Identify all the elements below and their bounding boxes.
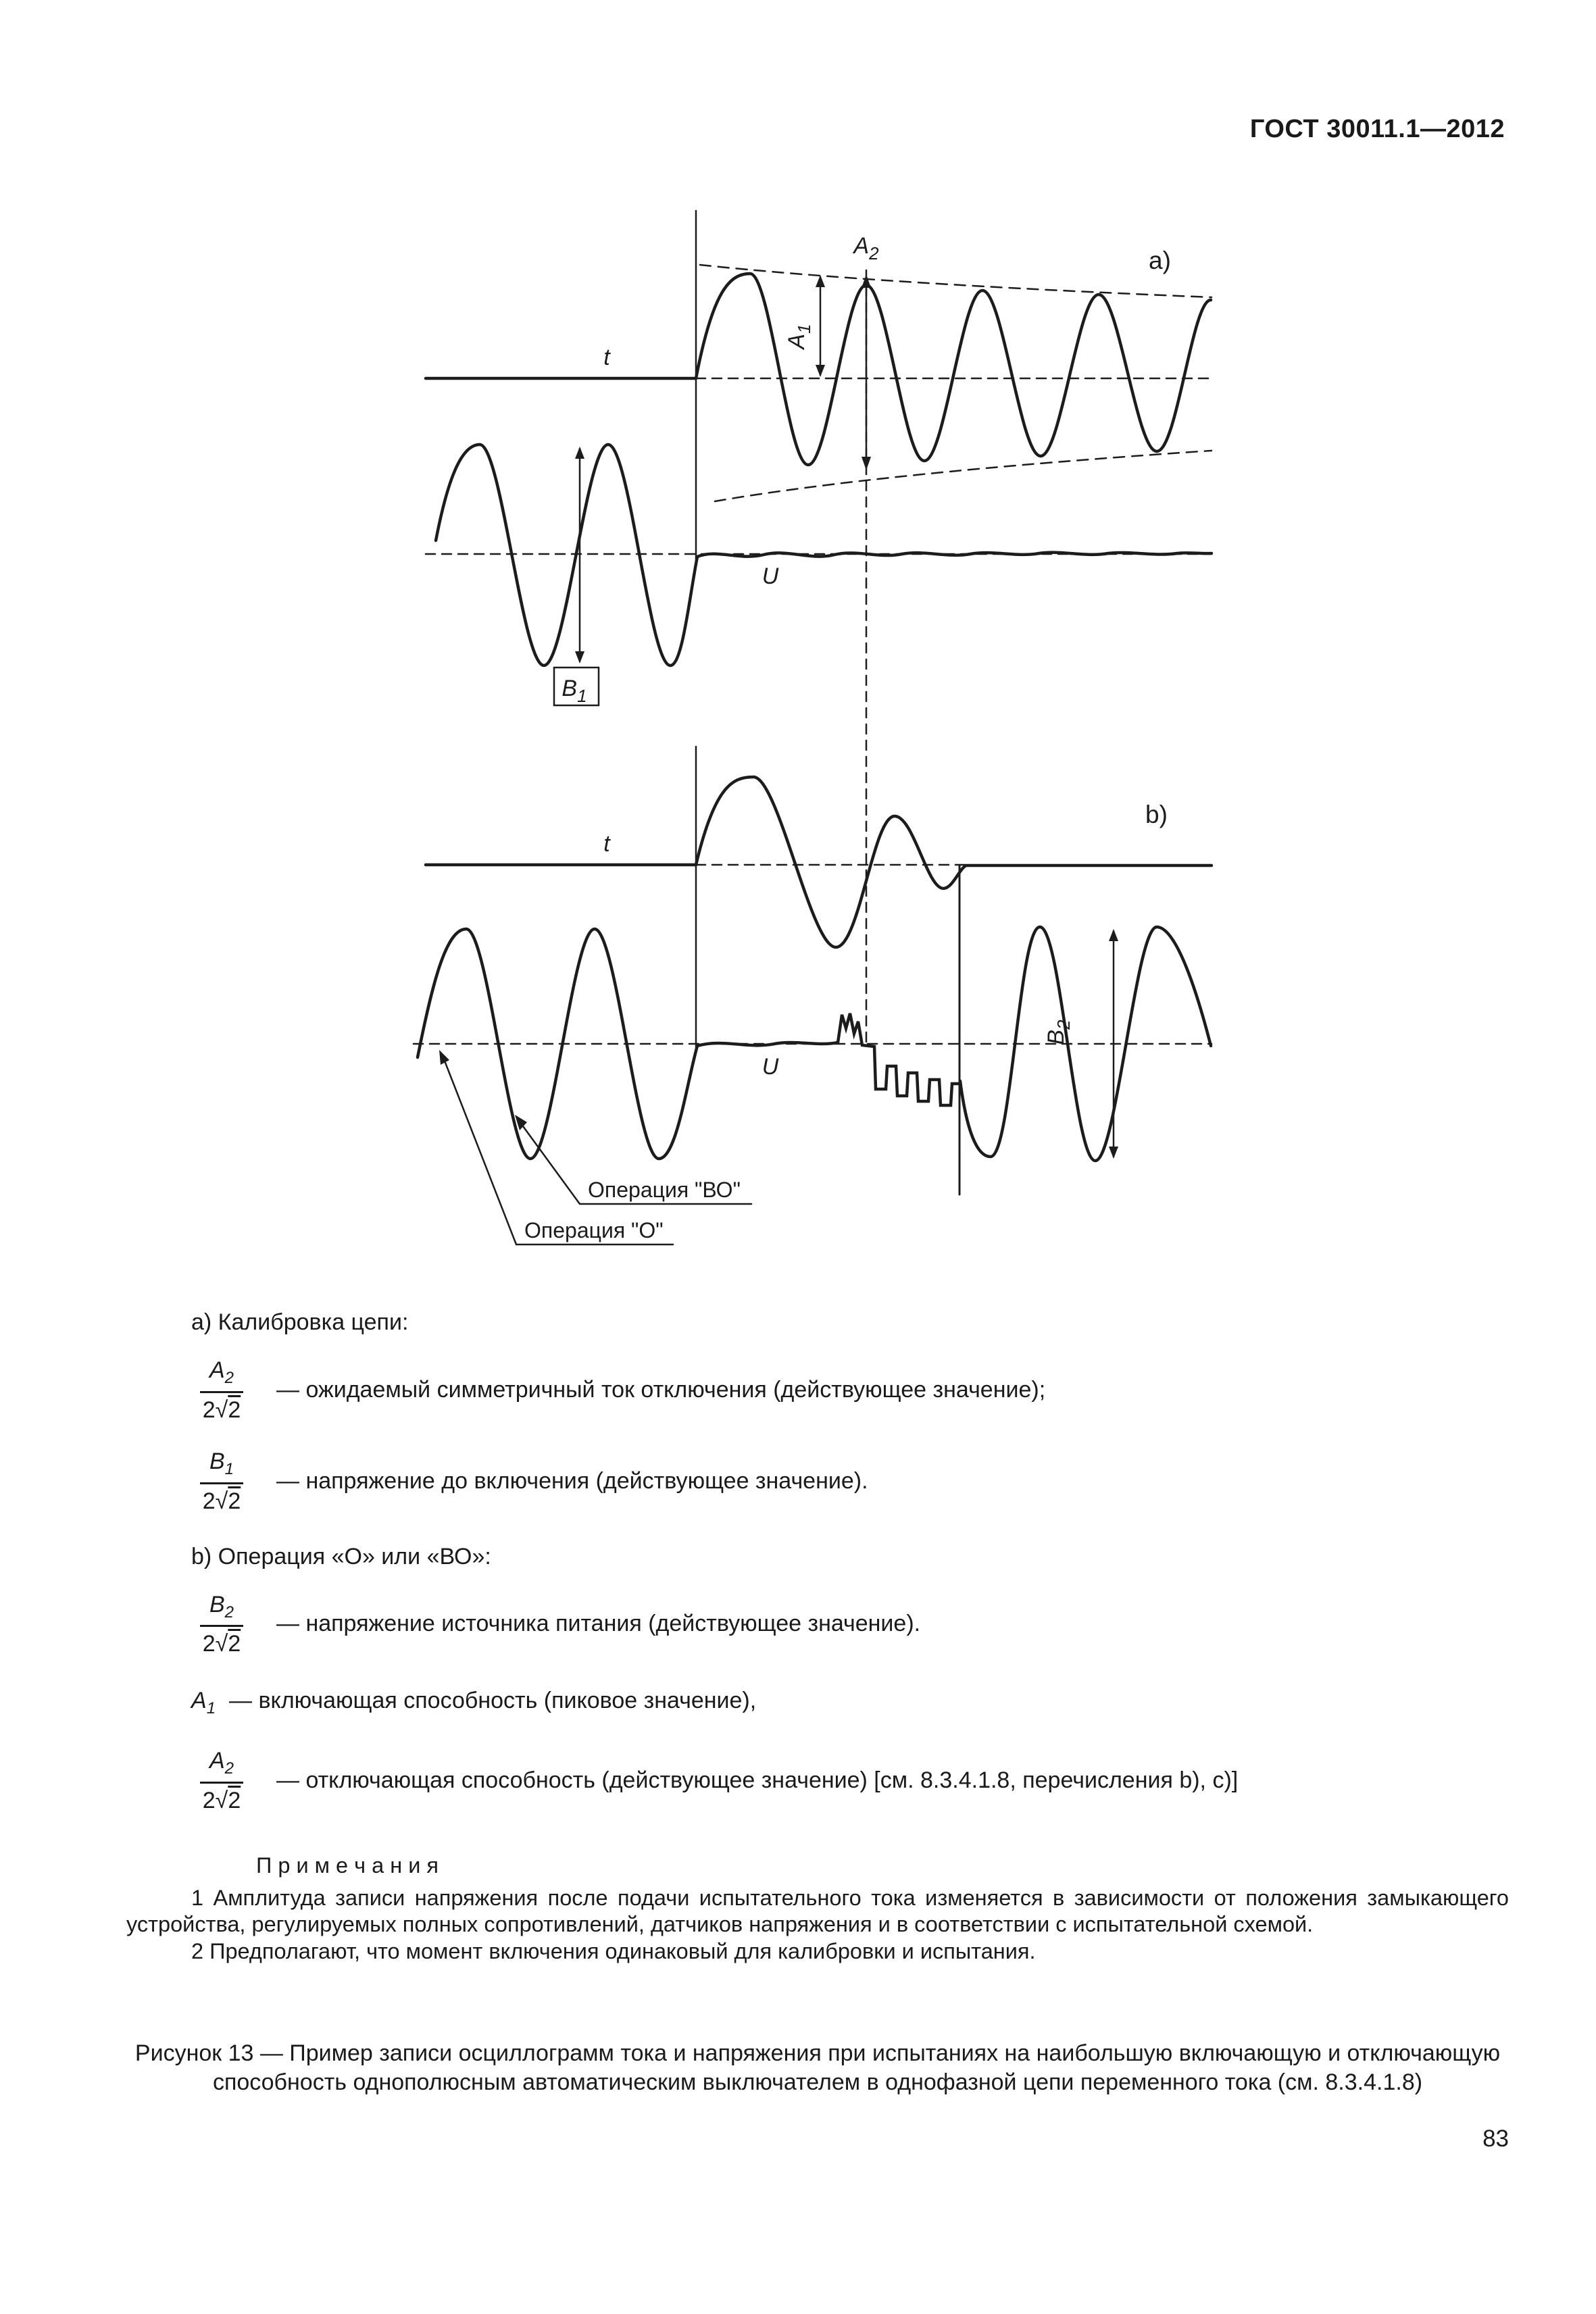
a2-label: $A_2$	[853, 233, 879, 263]
callout-vo-text: Операция "ВО"	[588, 1178, 741, 1202]
note-2: 2 Предполагают, что момент включения одинаковый для калибровки и испытания.	[191, 1938, 1036, 1963]
part-a-label: a)	[1149, 247, 1171, 274]
legend-desc: — ожидаемый симметричный ток отключения (действующее значение);	[276, 1376, 1046, 1403]
symbol-sub: 2	[224, 1368, 234, 1387]
legend-row-a1	[191, 1688, 1407, 1718]
axis-label-t-a: t	[603, 345, 610, 370]
axis-label-t-b: t	[603, 831, 610, 857]
figure-caption: Рисунок 13 — Пример записи осциллограмм тока и напряжения при испытаниях на наибольшую включающую и отключающую способность однополюсным автоматическим выключателем в однофазной цепи переменного тока (см. 8.3.4.1.8)	[134, 2040, 1501, 2095]
radical-sign: √	[215, 1488, 228, 1514]
axis-label-u-a: U	[762, 563, 779, 589]
symbol-base: B	[209, 1591, 225, 1617]
symbol-sub: 2	[224, 1603, 234, 1621]
fraction-denominator	[200, 1482, 244, 1513]
radical-sign: √	[215, 1787, 228, 1813]
legend-row-b1	[191, 1450, 1407, 1513]
callout-o-text: Операция "О"	[524, 1218, 664, 1242]
fraction-a2	[191, 1359, 252, 1422]
radicand: 2	[228, 1787, 241, 1813]
callout-o-leader-line	[442, 1054, 673, 1244]
arrowhead	[575, 447, 584, 459]
legend-desc: — напряжение до включения (действующее значение).	[276, 1467, 868, 1494]
arrowhead	[1109, 929, 1118, 941]
fraction-numerator	[203, 1749, 241, 1782]
radicand: 2	[228, 1397, 241, 1423]
figure-13-oscillograms	[372, 196, 1257, 1267]
note-1: 1 Амплитуда записи напряжения после подачи испытательного тока изменяется в зависимости от положения замыкающего устройства, регулируемых полных сопротивлений, датчиков напряжения и в соответствии с испытательной схемой.	[126, 1885, 1509, 1937]
symbol-a1	[191, 1688, 216, 1718]
fraction-denominator	[200, 1625, 244, 1655]
symbol-base: A	[191, 1688, 207, 1714]
notes-title: П р и м е ч а н и я	[256, 1853, 439, 1878]
current-trace-b	[696, 777, 1212, 947]
fraction-b1	[191, 1450, 252, 1513]
radicand: 2	[228, 1631, 241, 1657]
fraction-numerator	[203, 1450, 241, 1482]
radical-sign: √	[215, 1397, 228, 1423]
legend-row-b2	[191, 1593, 1407, 1656]
legend-desc: — отключающая способность (действующее значение) [см. 8.3.4.1.8, перечисления b), c)]	[276, 1767, 1239, 1794]
arrowhead	[1109, 1147, 1118, 1159]
legend-desc: — включающая способность (пиковое значение),	[229, 1688, 757, 1714]
legend-row-a2	[191, 1359, 1407, 1422]
symbol-base: B	[209, 1448, 225, 1474]
radicand: 2	[228, 1488, 241, 1514]
arrowhead	[575, 651, 584, 663]
figure-legend	[191, 1309, 1407, 1840]
symbol-sub: 2	[224, 1759, 234, 1778]
den-coeff: 2	[202, 1397, 216, 1423]
fraction-numerator	[203, 1593, 241, 1626]
arrowhead	[816, 275, 825, 287]
axis-label-u-b: U	[762, 1054, 779, 1080]
current-trace-a	[696, 274, 1211, 465]
fraction-numerator	[203, 1359, 241, 1391]
arrowhead	[816, 365, 825, 377]
legend-row-a2-breaking	[191, 1749, 1407, 1812]
symbol-base: A	[209, 1748, 225, 1774]
a1-label: $A_1$	[784, 324, 814, 349]
den-coeff: 2	[202, 1787, 216, 1813]
arrowhead	[862, 274, 871, 288]
fraction-b2	[191, 1593, 252, 1656]
oscillogram-svg	[372, 196, 1257, 1263]
den-coeff: 2	[202, 1488, 216, 1514]
page-number: 83	[1482, 2126, 1509, 2152]
b2-label: $B_2$	[1043, 1020, 1074, 1045]
b1-label: $B_1$	[562, 676, 587, 706]
legend-desc: — напряжение источника питания (действующее значение).	[276, 1611, 921, 1637]
voltage-trace-a	[436, 445, 1212, 665]
document-header: ГОСТ 30011.1—2012	[1249, 115, 1505, 143]
symbol-base: A	[209, 1357, 225, 1383]
part-b-label: b)	[1145, 801, 1168, 828]
symbol-sub: 1	[224, 1459, 234, 1478]
envelope-upper-dashed	[700, 265, 1212, 297]
fraction-a2	[191, 1749, 252, 1812]
arrowhead	[439, 1050, 449, 1065]
fraction-denominator	[200, 1782, 244, 1812]
radical-sign: √	[215, 1631, 228, 1657]
fraction-denominator	[200, 1391, 244, 1422]
notes-block	[126, 1853, 1509, 1965]
den-coeff: 2	[202, 1631, 216, 1657]
legend-heading-a: а) Калибровка цепи:	[191, 1309, 409, 1335]
symbol-sub: 1	[206, 1699, 216, 1718]
envelope-lower-dashed	[715, 451, 1212, 501]
arrowhead	[862, 457, 871, 470]
legend-heading-b: b) Операция «О» или «ВО»:	[191, 1543, 491, 1569]
